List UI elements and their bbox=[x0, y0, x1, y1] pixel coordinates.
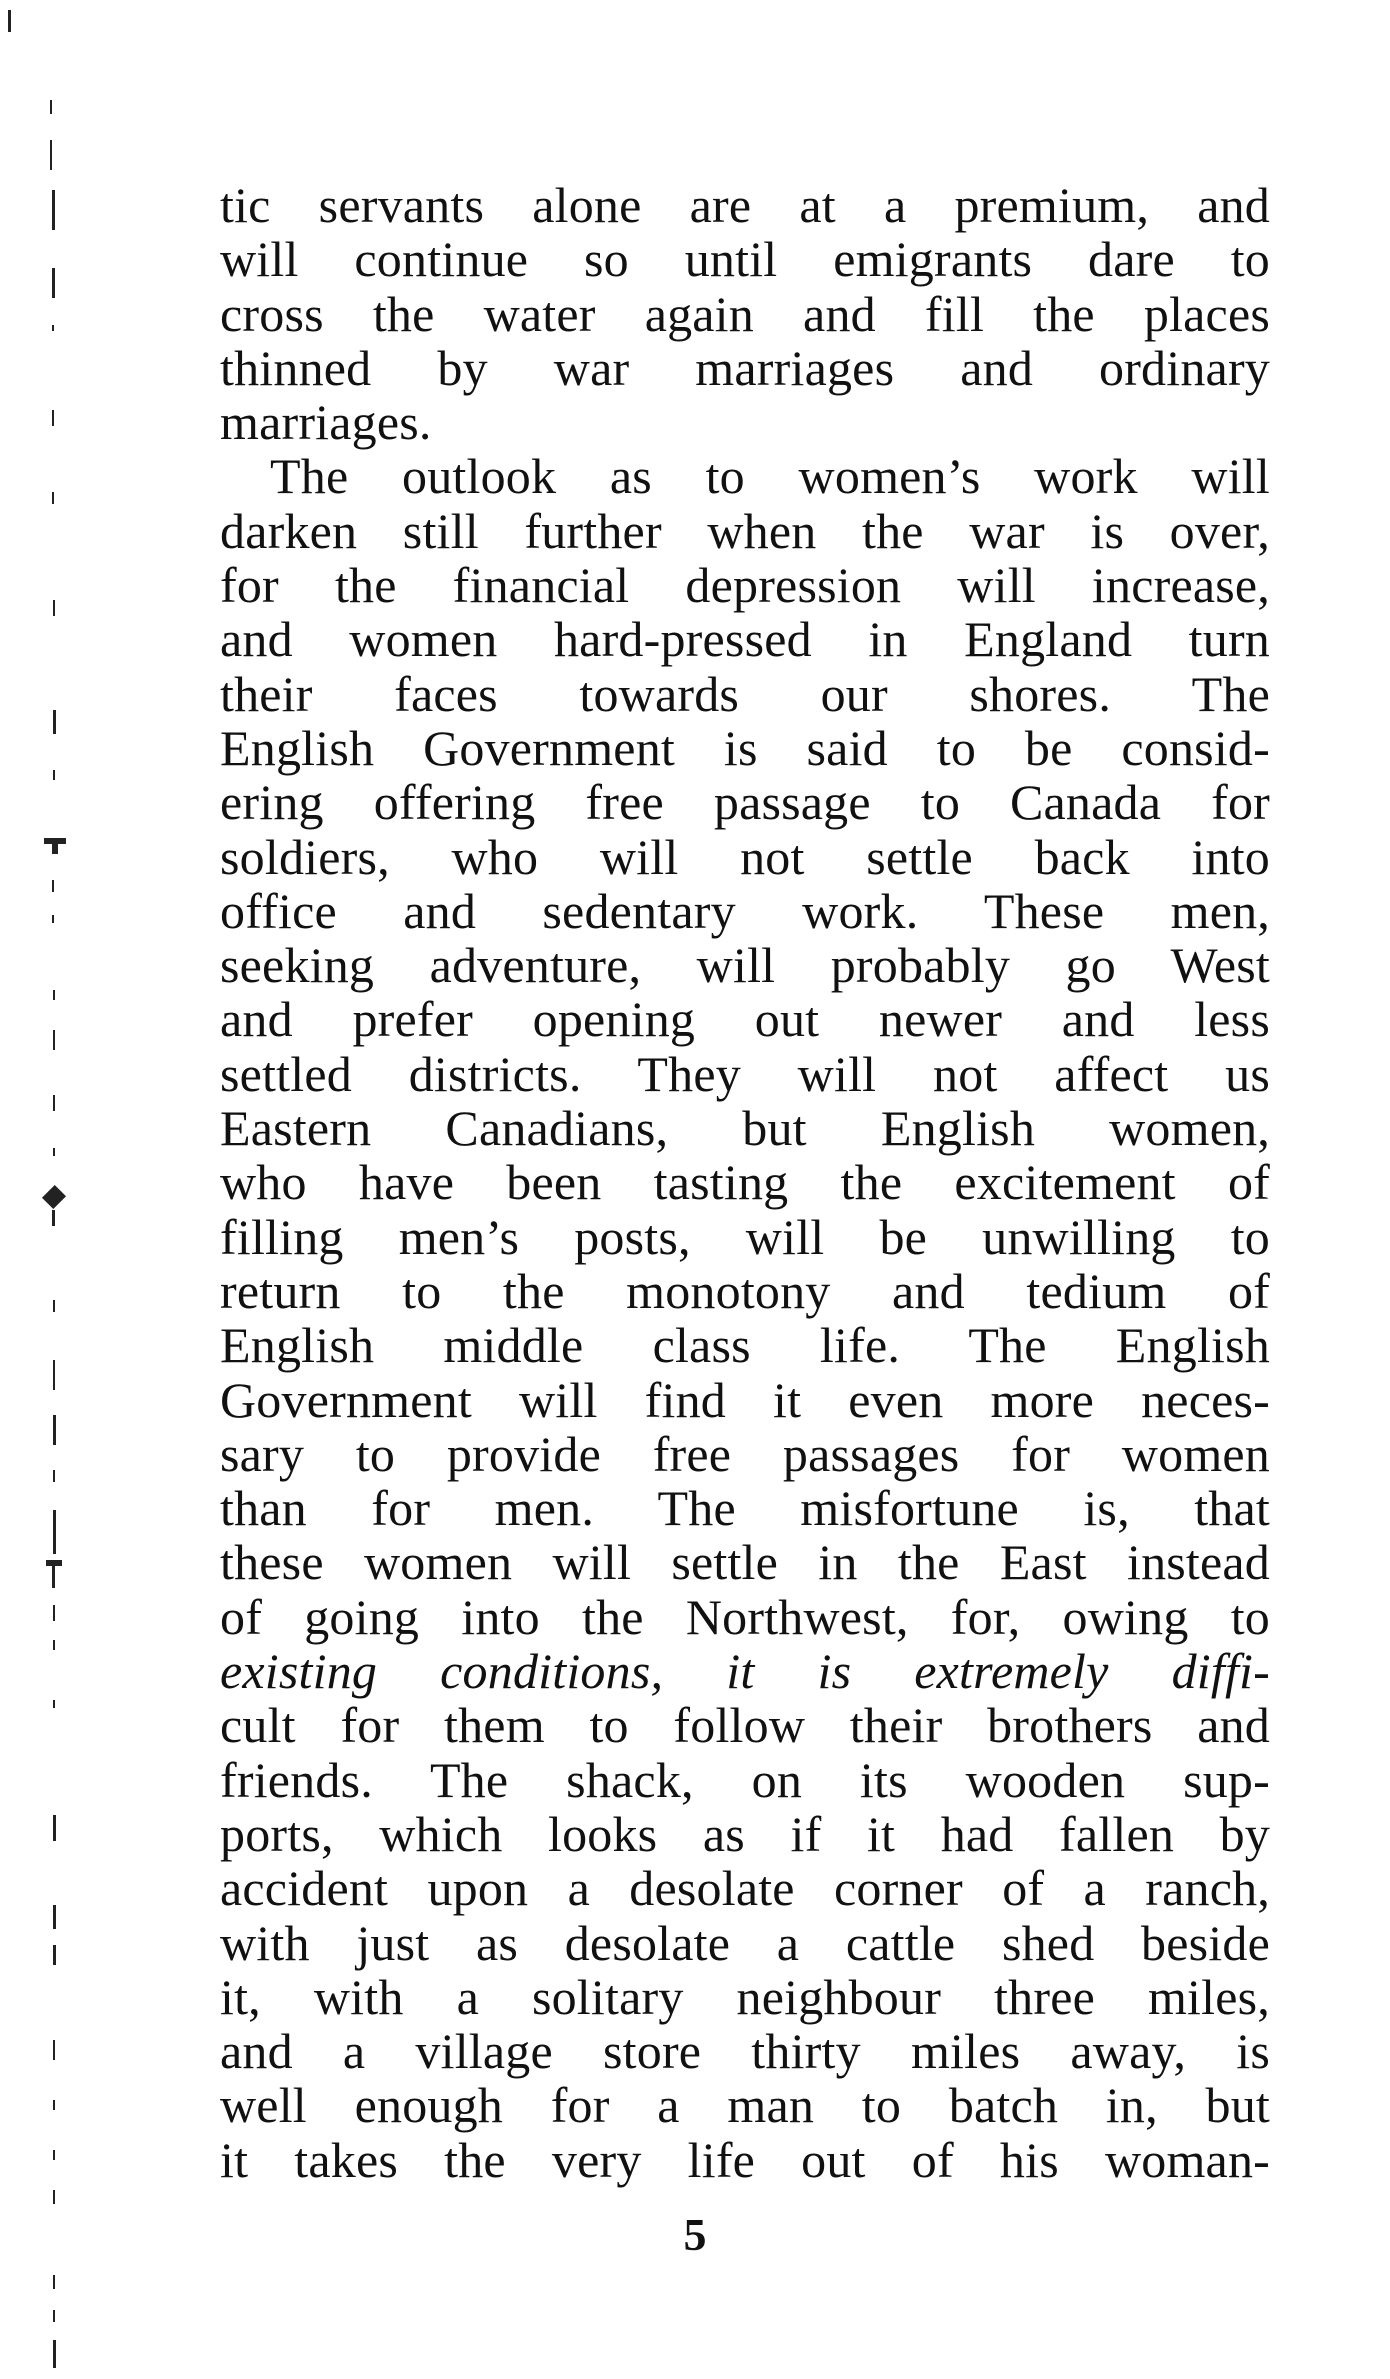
text-line: of going into the Northwest, for, owing to bbox=[220, 1588, 1270, 1645]
page-number: 5 bbox=[683, 2209, 707, 2260]
text-line: The outlook as to women’s work will bbox=[270, 448, 1270, 505]
text-line: and prefer opening out newer and less bbox=[220, 991, 1270, 1048]
text-line: thinned by war marriages and ordinary bbox=[220, 339, 1270, 396]
text-line: friends. The shack, on its wooden sup- bbox=[220, 1751, 1270, 1808]
text-line: tic servants alone are at a premium, and bbox=[220, 177, 1270, 233]
text-line: English Government is said to be consid- bbox=[220, 719, 1270, 776]
text-line: and a village store thirty miles away, is bbox=[220, 2023, 1270, 2080]
text-line: settled districts. They will not affect us bbox=[220, 1045, 1270, 1102]
text-line: ports, which looks as if it had fallen by bbox=[220, 1805, 1270, 1862]
text-line: cult for them to follow their brothers and bbox=[220, 1697, 1270, 1754]
text-line: Eastern Canadians, but English women, bbox=[220, 1100, 1270, 1157]
text-line: their faces towards our shores. The bbox=[220, 665, 1270, 722]
text-line: well enough for a man to batch in, but bbox=[220, 2077, 1270, 2134]
text-line: with just as desolate a cattle shed beside bbox=[220, 1914, 1270, 1971]
text-line: sary to provide free passages for women bbox=[220, 1425, 1270, 1482]
text-line: for the financial depression will increase, bbox=[220, 557, 1270, 614]
text-line-italic bbox=[220, 1644, 1270, 1698]
text-line: soldiers, who will not settle back into bbox=[220, 828, 1270, 885]
text-line: will continue so until emigrants dare to bbox=[220, 231, 1270, 288]
italic-phrase: existing conditions, it is extremely diffi- bbox=[220, 1643, 1270, 1700]
text-line: marriages. bbox=[220, 394, 432, 451]
text-line: it takes the very life out of his woman- bbox=[220, 2131, 1270, 2188]
text-line: cross the water again and fill the places bbox=[220, 285, 1270, 342]
text-line: who have been tasting the excitement of bbox=[220, 1154, 1270, 1211]
text-line: seeking adventure, will probably go West bbox=[220, 937, 1270, 994]
text-line: English middle class life. The English bbox=[220, 1317, 1270, 1374]
body-text bbox=[220, 178, 1270, 2187]
text-line: Government will find it even more neces- bbox=[220, 1371, 1270, 1428]
text-line: and women hard-pressed in England turn bbox=[220, 611, 1270, 668]
text-line: return to the monotony and tedium of bbox=[220, 1262, 1270, 1319]
text-line: than for men. The misfortune is, that bbox=[220, 1480, 1270, 1537]
text-line: filling men’s posts, will be unwilling to bbox=[220, 1208, 1270, 1265]
text-line: ering offering free passage to Canada for bbox=[220, 774, 1270, 831]
text-line: these women will settle in the East instead bbox=[220, 1534, 1270, 1591]
text-line: it, with a solitary neighbour three miles, bbox=[220, 1968, 1270, 2025]
scan-margin-artifacts bbox=[0, 0, 90, 2379]
text-line: darken still further when the war is over, bbox=[220, 502, 1270, 559]
text-line: accident upon a desolate corner of a ranch, bbox=[220, 1860, 1270, 1917]
text-line: office and sedentary work. These men, bbox=[220, 882, 1270, 939]
